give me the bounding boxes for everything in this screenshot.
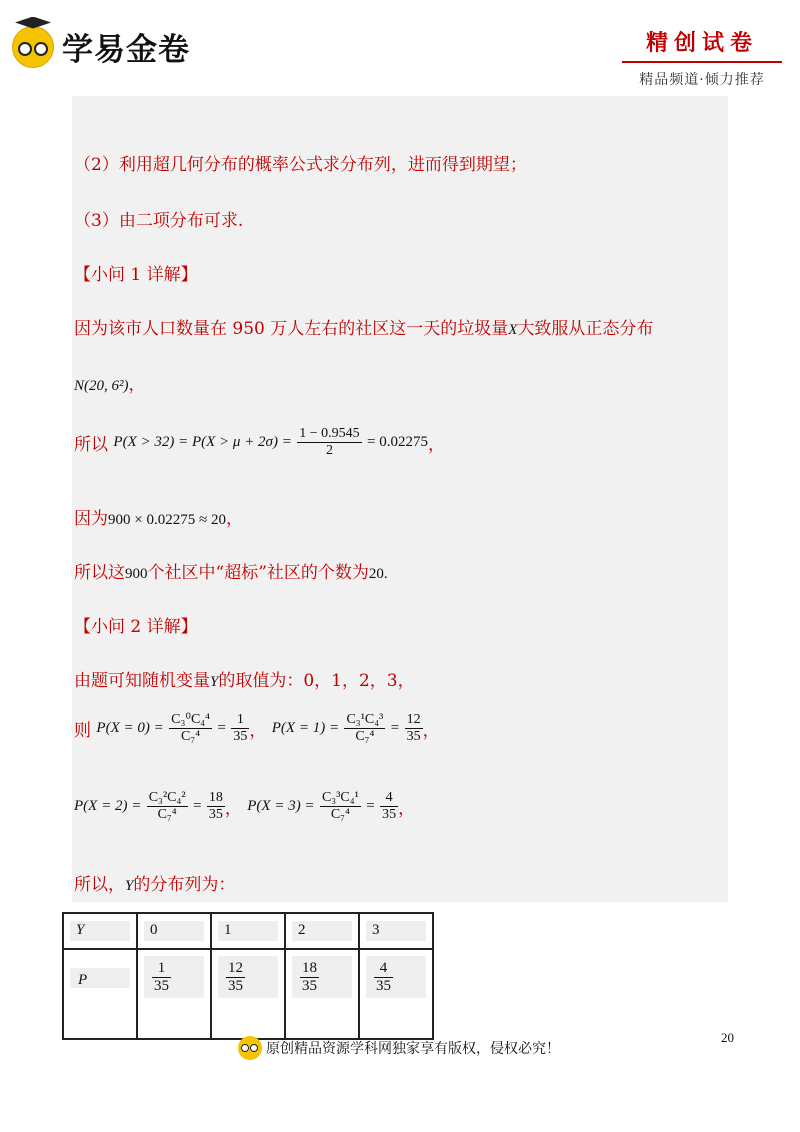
p1-rden: 35 — [406, 729, 421, 745]
value-3: 3 — [372, 922, 380, 938]
p2-rnum: 18 — [207, 790, 225, 807]
var-y: Y — [210, 674, 219, 690]
period: . — [383, 566, 388, 582]
p1-result-fraction — [405, 712, 423, 745]
footer — [238, 1036, 560, 1060]
value-20: 20 — [368, 566, 384, 582]
q2-line-1 — [74, 666, 415, 691]
table-cell — [211, 949, 285, 1039]
conclusion-a: 所以这 — [74, 563, 125, 583]
separator: ， — [422, 721, 440, 742]
value-2: 2 — [298, 922, 306, 938]
distribution-intro — [74, 870, 235, 895]
table-cell — [63, 913, 137, 949]
p2-den: C₇⁴ — [157, 807, 177, 823]
p3-combination-fraction — [320, 790, 361, 823]
q2-text-b: 的取值为：0，1，2，3， — [218, 671, 415, 691]
comma: ， — [225, 509, 243, 529]
q2-heading: 【小问 2 详解】 — [74, 617, 198, 637]
p0-eq: = — [217, 720, 226, 737]
comma: ， — [128, 375, 146, 395]
q1-heading: 【小问 1 详解】 — [74, 265, 198, 285]
p0-rnum: 1 — [231, 712, 249, 729]
table-row — [63, 949, 433, 1039]
header-badge-title: 精创试卷 — [645, 31, 758, 56]
p1-combination-fraction — [344, 712, 385, 745]
prob-line-2 — [74, 790, 415, 823]
header-divider — [622, 61, 782, 63]
p2-num: C₃²C₄² — [147, 790, 188, 807]
prob-cell — [152, 960, 171, 996]
p0-lhs: P(X = 0) = — [96, 720, 164, 737]
prob-num: 18 — [300, 960, 319, 978]
header-p: P — [78, 972, 88, 988]
so-text: 所以 — [74, 435, 108, 456]
scholar-mascot-icon — [12, 26, 54, 68]
prob-den: 35 — [376, 978, 391, 995]
p0-rden: 35 — [233, 729, 248, 745]
table-cell — [137, 913, 211, 949]
table-cell — [285, 913, 359, 949]
calc-expression: 900 × 0.02275 ≈ 20 — [108, 512, 226, 528]
prob-expression: P(X > 32) = P(X > μ + 2σ) = — [113, 434, 292, 451]
prob-den: 35 — [154, 978, 169, 995]
q1-line-4 — [74, 504, 243, 529]
p2-combination-fraction — [147, 790, 188, 823]
prob-result: = 0.02275 — [367, 434, 429, 451]
fraction-numerator: 1 − 0.9545 — [297, 426, 361, 443]
var-y: Y — [125, 878, 134, 894]
p0-num: C₃⁰C₄⁴ — [169, 712, 212, 729]
table-cell — [359, 913, 433, 949]
q1-line-2 — [74, 370, 146, 395]
q1-text-a: 因为该市人口数量在 950 万人左右的社区这一天的垃圾量 — [74, 319, 509, 339]
header-badge-subtitle: 精品频道·倾力推荐 — [639, 72, 765, 88]
p3-rnum: 4 — [380, 790, 398, 807]
distribution-table — [62, 912, 434, 1040]
prob-den: 35 — [302, 978, 317, 995]
prob-fraction — [297, 426, 361, 459]
q1-line-1 — [74, 314, 653, 339]
p1-rnum: 12 — [405, 712, 423, 729]
brand-logo — [12, 24, 190, 69]
analysis-step-2: （2）利用超几何分布的概率公式求分布列，进而得到期望； — [74, 155, 527, 175]
q1-conclusion — [74, 558, 388, 583]
intro-b: 的分布列为： — [133, 875, 236, 895]
table-cell — [63, 949, 137, 1039]
fraction-denominator: 2 — [325, 443, 333, 459]
table-row — [63, 913, 433, 949]
p2-result-fraction — [207, 790, 225, 823]
comma: ， — [428, 435, 446, 456]
analysis-step-3: （3）由二项分布可求. — [74, 211, 244, 231]
then-text: 则 — [74, 721, 91, 742]
p0-combination-fraction — [169, 712, 212, 745]
p1-den: C₇⁴ — [355, 729, 375, 745]
p0-result-fraction — [231, 712, 249, 745]
separator: ， — [398, 799, 416, 820]
prob-cell — [374, 960, 393, 996]
value-0: 0 — [150, 922, 158, 938]
table-cell — [359, 949, 433, 1039]
separator: ， — [224, 799, 242, 820]
copyright-text: 原创精品资源学科网独家享有版权，侵权必究！ — [266, 1041, 560, 1057]
prob-cell — [300, 960, 319, 996]
separator: ， — [249, 721, 267, 742]
p1-lhs: P(X = 1) = — [271, 720, 340, 737]
p3-result-fraction — [380, 790, 398, 823]
prob-num: 1 — [152, 960, 171, 978]
intro-a: 所以， — [74, 875, 125, 895]
table-cell — [285, 949, 359, 1039]
prob-num: 12 — [226, 960, 245, 978]
p3-eq: = — [366, 798, 375, 815]
because-text: 因为 — [74, 509, 108, 529]
p3-rden: 35 — [382, 807, 397, 823]
header-y: Y — [76, 922, 85, 938]
p2-eq: = — [192, 798, 202, 815]
table-cell — [211, 913, 285, 949]
value-900: 900 — [125, 566, 148, 582]
p2-rden: 35 — [208, 807, 223, 823]
prob-den: 35 — [228, 978, 243, 995]
normal-distribution: N(20, 6²) — [74, 378, 129, 394]
q1-line-3 — [74, 426, 445, 459]
p2-lhs: P(X = 2) = — [74, 798, 142, 815]
q1-text-b: 大致服从正态分布 — [517, 319, 654, 339]
p1-eq: = — [390, 720, 400, 737]
logo-text: 学易金卷 — [62, 32, 190, 68]
p3-den: C₇⁴ — [330, 807, 350, 823]
prob-cell — [226, 960, 245, 996]
p3-num: C₃³C₄¹ — [320, 790, 361, 807]
header-badge — [622, 26, 782, 89]
p1-num: C₃¹C₄³ — [344, 712, 385, 729]
prob-line-1 — [74, 712, 440, 745]
value-1: 1 — [224, 922, 232, 938]
var-x: X — [508, 322, 518, 338]
prob-num: 4 — [374, 960, 393, 978]
q2-text-a: 由题可知随机变量 — [74, 671, 210, 691]
page-number: 20 — [721, 1030, 734, 1045]
conclusion-b: 个社区中“超标”社区的个数为 — [147, 563, 369, 583]
mascot-icon — [238, 1036, 262, 1060]
p0-den: C₇⁴ — [181, 729, 201, 745]
table-cell — [137, 949, 211, 1039]
p3-lhs: P(X = 3) = — [247, 798, 315, 815]
